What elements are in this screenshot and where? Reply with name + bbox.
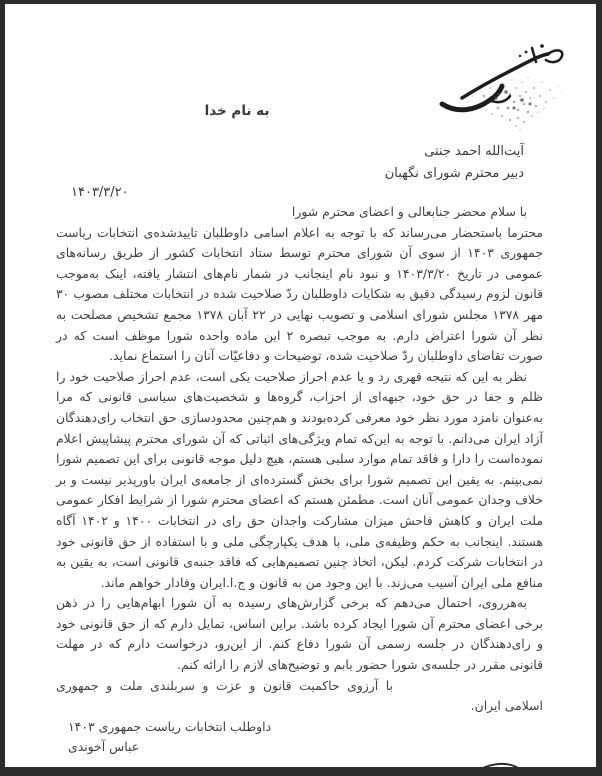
calligraphy-icon (432, 38, 584, 136)
letter-page (5, 4, 596, 767)
closing-line: با آرزوی حاکمیت قانون و عزت و سربلندی ملت و جمهوری اسلامی ایران. (56, 677, 543, 714)
recipient-name: آیت‌الله احمد جنتی (424, 144, 524, 159)
signoff-role: داوطلب انتخابات ریاست جمهوری ۱۴۰۳ (68, 718, 272, 734)
salutation-line: با سلام محضر جنابعالی و اعضای محترم شورا (291, 204, 527, 219)
recipient-block (385, 141, 524, 185)
paragraph-1: محترما باستحضار می‌رساند که با توجه به اعلام اسامی داوطلبان تاییدشده‌ی انتخابات ریاست جمهوری ۱۴۰۳ از سوی آن شورای محترم توسط ستاد انتخابات کشور از طریق رسانه‌های عمومی در تاریخ ۱۴۰۳/۳/۲۰ و نبود نام اینجانب در شمار نام‌های انتشار یافته، اینک به‌موجب قانون لزوم رسیدگی دقیق به شکایات داوطلبان ردّ صلاحیت شده در انتخابات مختلف مصوب ۳۰ مهر ۱۳۷۸ مجلس شورای اسلامی و تصویب نهایی در ۲۲ آبان ۱۳۷۸ مجمع تشخیص مصلحت به نظر آن شورا اعتراض دارم. به موجب تبصره ۲ این ماده واحده شورا موظف است که در صورت تقاضای داوطلبان ردّ صلاحیت شده، توضیحات و دفاعیّات آنان را استماع نماید. (56, 224, 544, 364)
letterhead-calligraphy-stamp (432, 38, 584, 136)
recipient-title: دبیر محترم شورای نگهبان (384, 166, 524, 181)
signoff-block (56, 717, 543, 758)
paragraph-2: نظر به این که نتیجه قهری رد و یا عدم احراز صلاحیت یکی است، عدم احراز صلاحیت خود را ظلم و جفا در حق خود، جبهه‌ای از احزاب، گروه‌ها و شخصیت‌های سیاسی قانونی که مرا به‌عنوان نامزد مورد نظر خود معرفی کرده‌بودند و هم‌چنین محدودسازی حق انتخاب رای‌دهندگان آزاد ایران می‌دانم. با توجه به این‌که تمام ویژگی‌های اثباتی که آن شورای محترم پیشاپیش اعلام نموده‌است را دارا و فاقد تمام موارد سلبی هستم، هیچ دلیل موجه قانونی برای این تصمیم شورا نمی‌بینم. به یقین این تصمیم شورا برای بخش گسترده‌ای از جامعه‌ی ایران باورپذیر نیست و بر خلاف وجدان عمومی آنان است. مطمئن هستم که اعضای محترم شورا از شرایط افکار عمومی ملت ایران و کاهش فاحش میزان مشارکت واجدان حق رای در انتخابات ۱۴۰۰ و ۱۴۰۲ آگاه هستند. اینجانب به حکم وظیفه‌ی ملی، با هدف یکپارچگی ملی و با استفاده از حق قانونی خود در انتخابات شرکت کردم. لیکن، اتخاذ چنین تصمیم‌هایی که فاقد جنبه‌ی قانونی است، به یقین به منافع ملی ایران آسیب می‌زند. با این وجود من به قانون و ج.ا.ایران وفادار خواهم ماند. (56, 368, 543, 590)
bismillah-heading: به نام خدا (204, 103, 270, 119)
signoff-name: عباس آخوندی (68, 739, 140, 755)
paragraph-3: به‌هرروی، احتمال می‌دهم که برخی گزارش‌های رسیده به آن شورا ابهام‌هایی را در ذهن برخی اعضای محترم آن شورا ایجاد کرده باشد. براین اساس، تمایل دارم که از حق قانونی خود و رای‌دهندگان در جلسه رسمی آن شورا دفاع کنم. از این‌رو، درخواست دارم که در مهلت قانونی مقرر در جلسه‌ی شورا حضور یابم و توضیح‌های لازم را ارائه کنم. (56, 595, 543, 673)
letter-date: ۱۴۰۳/۳/۲۰ (71, 185, 129, 200)
letter-body (56, 202, 543, 767)
handwritten-signature-icon (393, 760, 543, 767)
